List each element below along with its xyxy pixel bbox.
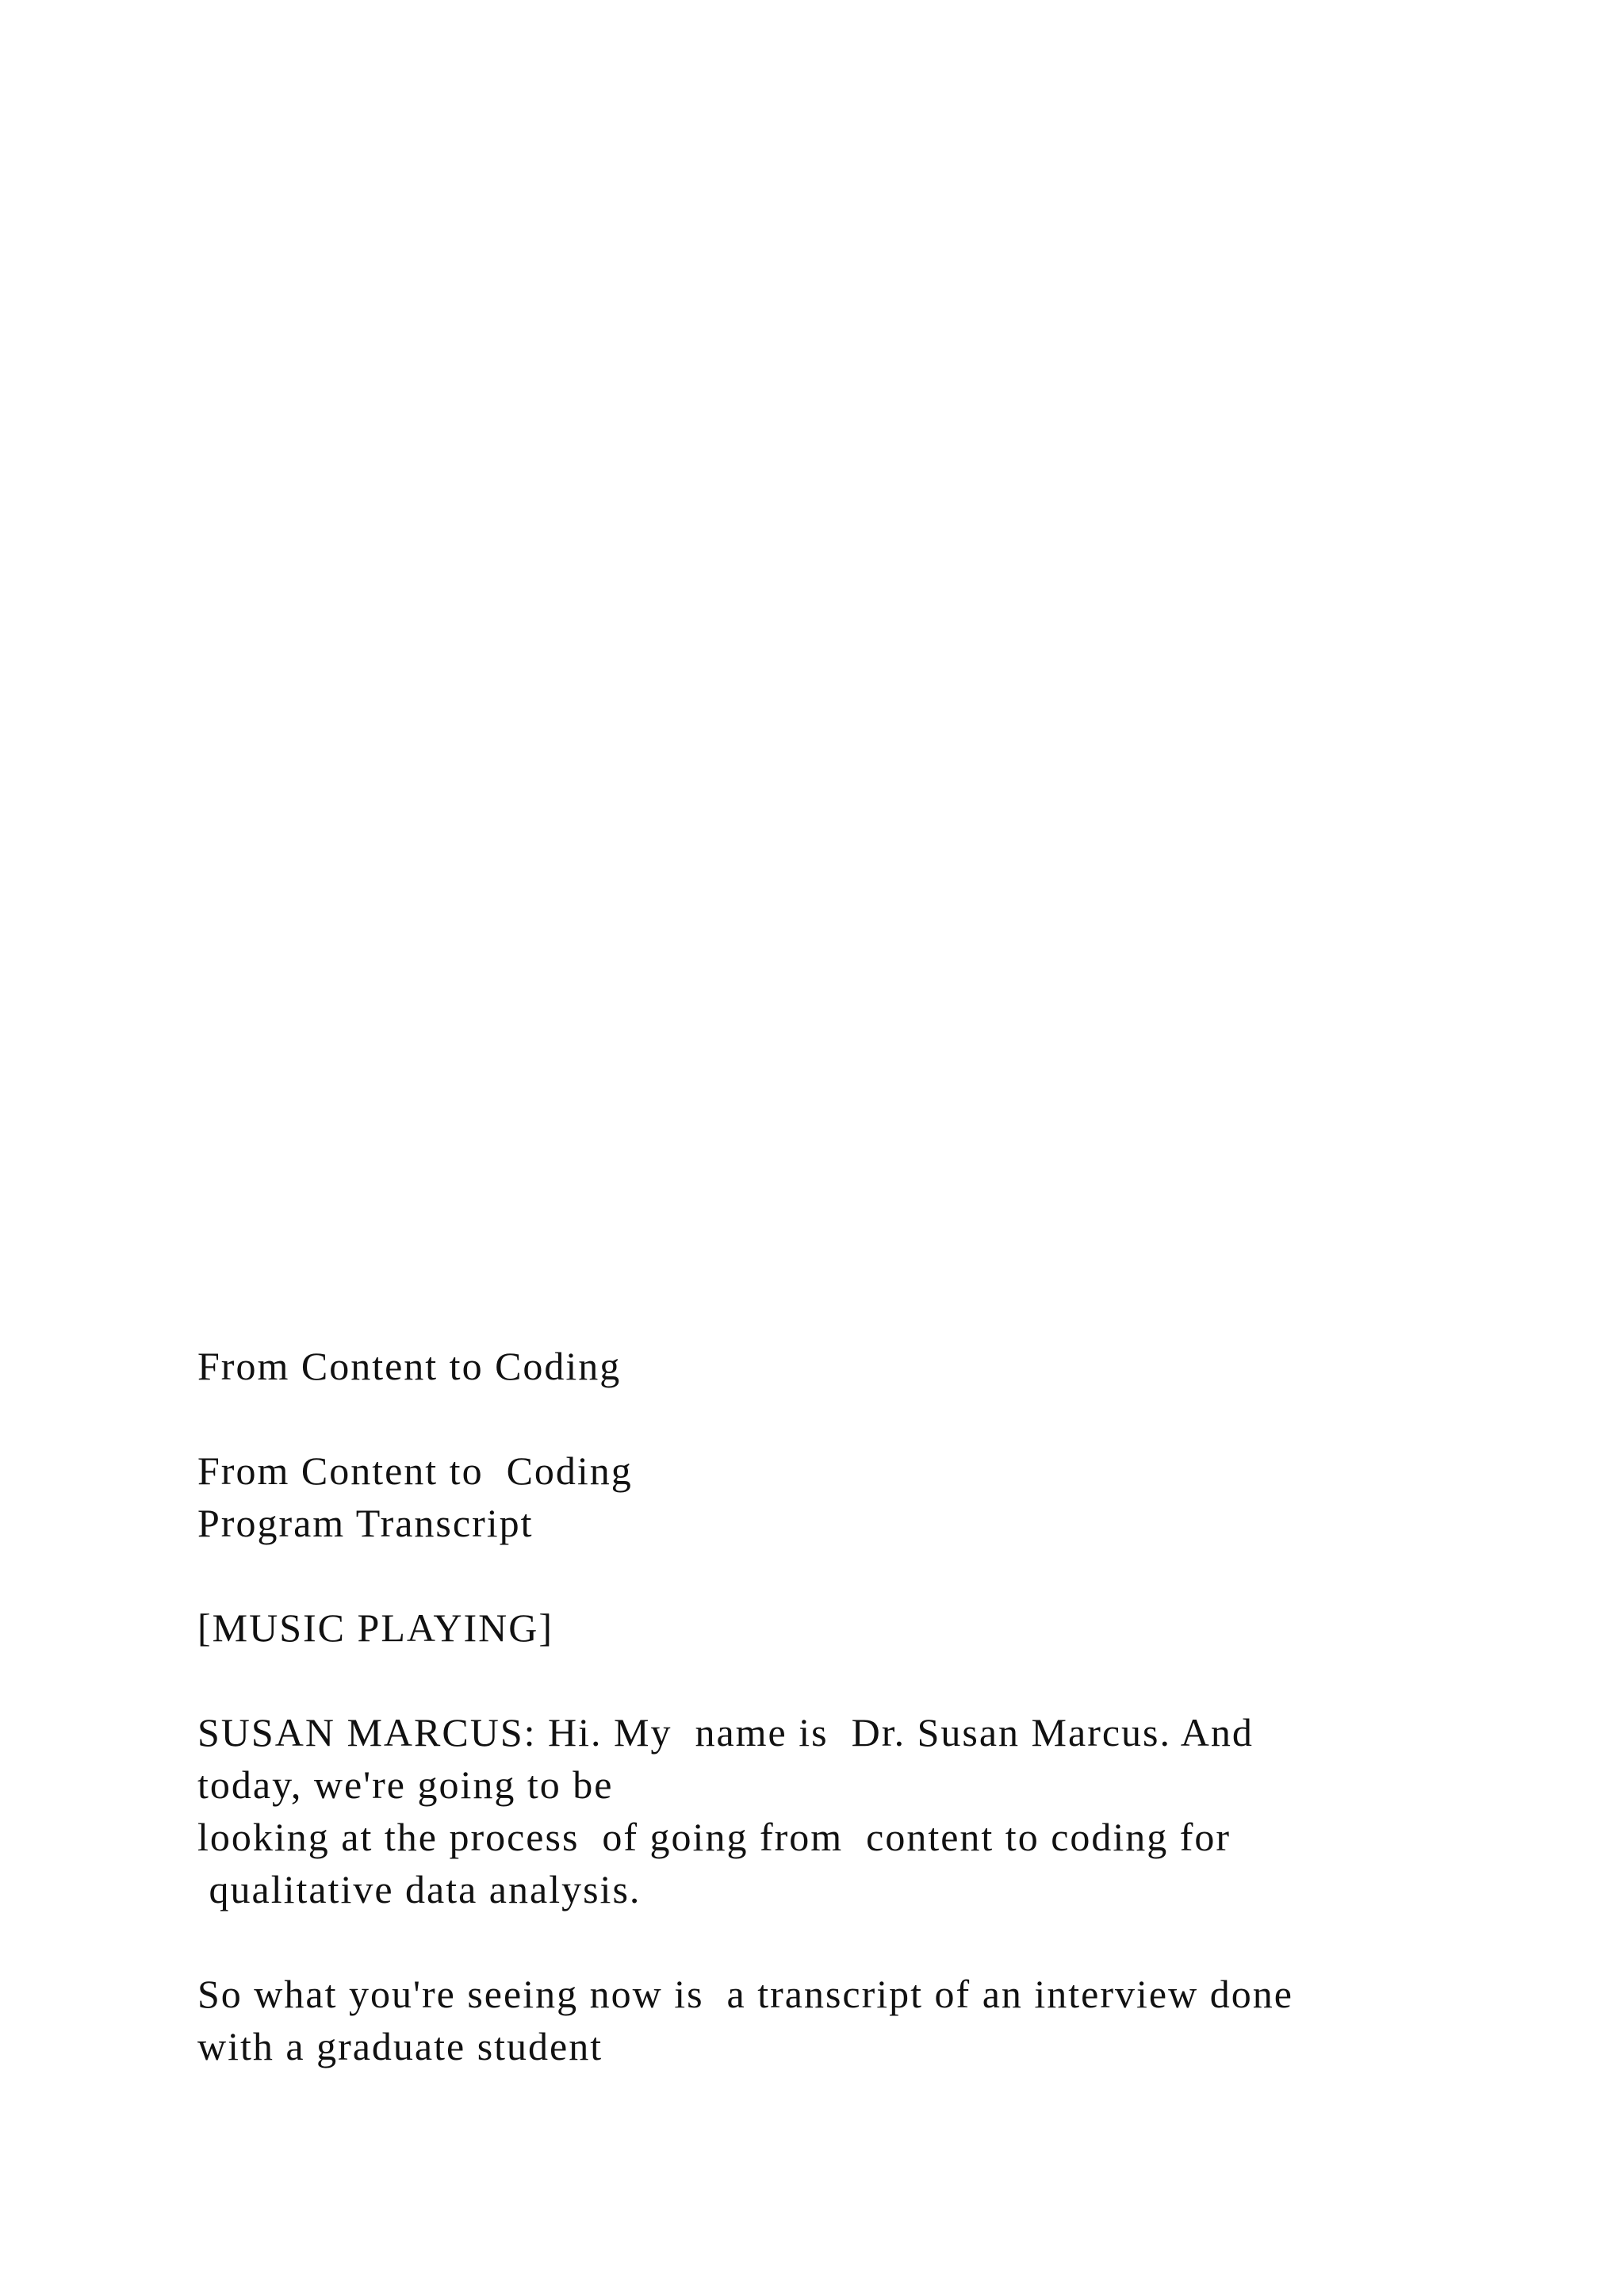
paragraph-1 [197, 1706, 1434, 1915]
blank-line [197, 1392, 1434, 1445]
paragraph-2 [197, 1968, 1434, 2072]
paragraph-line: SUSAN MARCUS: Hi. My name is Dr. Susan Marcus. And [197, 1710, 1254, 1755]
paragraph-line: qualitative data analysis. [197, 1867, 642, 1911]
blank-line [197, 1915, 1434, 1968]
stage-direction: [MUSIC PLAYING] [197, 1605, 554, 1650]
paragraph-line: So what you're seeing now is a transcript of an interview done [197, 1972, 1293, 2016]
paragraph-line: today, we're going to be [197, 1762, 614, 1807]
transcript-subtitle: Program Transcript [197, 1501, 534, 1545]
paragraph-line: with a graduate student [197, 2024, 603, 2068]
transcript-title: From Content to Coding [197, 1448, 633, 1493]
header-title: From Content to Coding [197, 1344, 622, 1388]
paragraph-line: looking at the process of going from content to coding for [197, 1815, 1231, 1859]
blank-line [197, 1654, 1434, 1706]
blank-line [197, 1549, 1434, 1601]
document-body [197, 1340, 1434, 2072]
